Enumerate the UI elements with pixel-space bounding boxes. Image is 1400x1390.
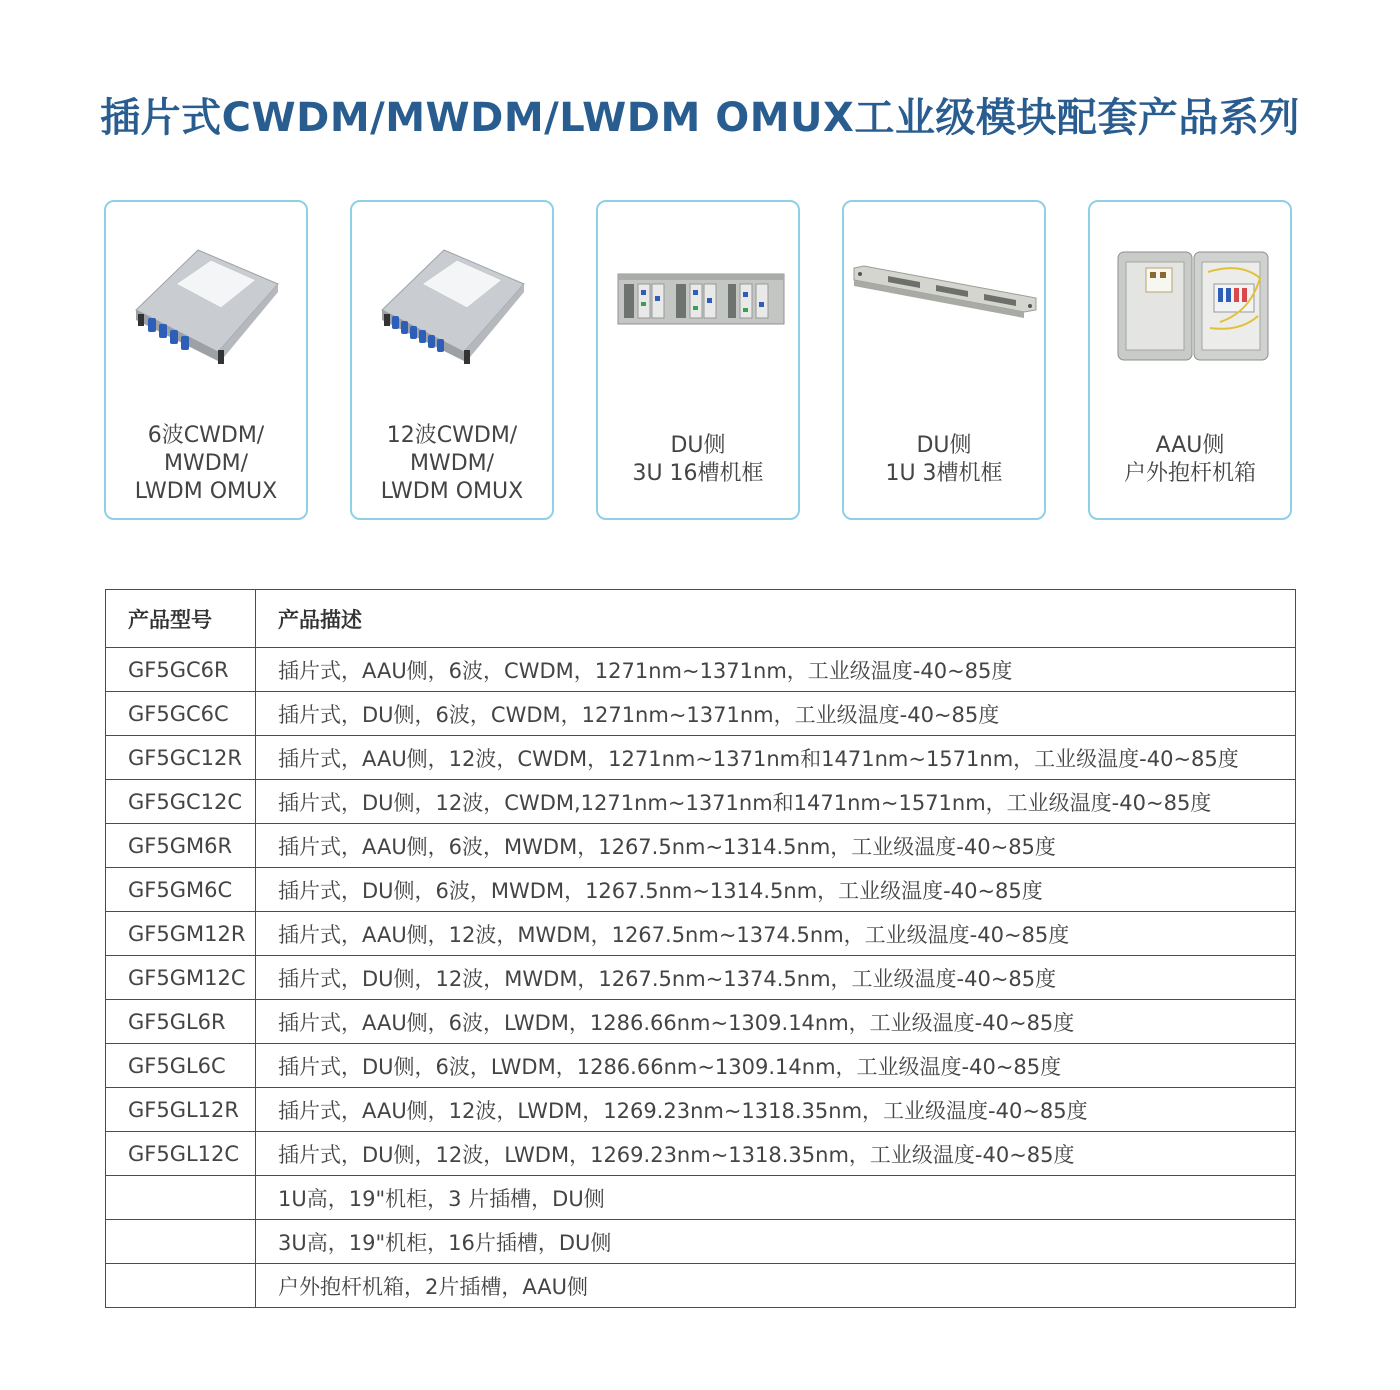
table-row: [106, 956, 1296, 1000]
table-row: [106, 868, 1296, 912]
model-cell: [106, 1176, 256, 1220]
table-row: [106, 1000, 1296, 1044]
page-title: 插片式CWDM/MWDM/LWDM OMUX工业级模块配套产品系列: [100, 95, 1300, 141]
description-cell: 插片式，DU侧，6波，CWDM，1271nm~1371nm，工业级温度-40~85度: [256, 692, 1296, 736]
description-cell: 户外抱杆机箱，2片插槽，AAU侧: [256, 1264, 1296, 1308]
description-cell: 插片式，AAU侧，12波，MWDM，1267.5nm~1374.5nm，工业级温度-40~85度: [256, 912, 1296, 956]
model-cell: GF5GL6C: [106, 1044, 256, 1088]
outdoor-box-image: [1090, 232, 1290, 372]
product-label-line: DU侧: [670, 433, 726, 458]
table-row: [106, 780, 1296, 824]
description-cell: 插片式，DU侧，6波，LWDM，1286.66nm~1309.14nm，工业级温度-40~85度: [256, 1044, 1296, 1088]
product-label-line: 户外抱杆机箱: [1123, 461, 1256, 486]
model-cell: GF5GM12C: [106, 956, 256, 1000]
product-label-line: 3U 16槽机框: [632, 461, 764, 486]
description-cell: 插片式，DU侧，12波，CWDM,1271nm~1371nm和1471nm~1571nm，工业级温度-40~85度: [256, 780, 1296, 824]
table-row: [106, 912, 1296, 956]
product-label-line: DU侧: [916, 433, 972, 458]
product-label-line: 6波CWDM/: [147, 423, 265, 448]
description-cell: 插片式，DU侧，12波，LWDM，1269.23nm~1318.35nm，工业级温度-40~85度: [256, 1132, 1296, 1176]
product-card-6ch-module: [104, 200, 308, 520]
description-cell: 插片式，AAU侧，6波，CWDM，1271nm~1371nm，工业级温度-40~85度: [256, 648, 1296, 692]
product-card-3u-chassis: [596, 200, 800, 520]
table-row: [106, 1264, 1296, 1308]
model-cell: GF5GL12C: [106, 1132, 256, 1176]
description-cell: 插片式，DU侧，12波，MWDM，1267.5nm~1374.5nm，工业级温度-40~85度: [256, 956, 1296, 1000]
description-cell: 插片式，AAU侧，6波，LWDM，1286.66nm~1309.14nm，工业级温度-40~85度: [256, 1000, 1296, 1044]
table-body: [106, 648, 1296, 1308]
model-cell: [106, 1264, 256, 1308]
product-label-line: MWDM/: [163, 451, 249, 476]
plugin-module-6ch-image: [106, 232, 306, 372]
table-row: [106, 1044, 1296, 1088]
description-cell: 插片式，AAU侧，12波，LWDM，1269.23nm~1318.35nm，工业级温度-40~85度: [256, 1088, 1296, 1132]
product-spec-table: [105, 589, 1296, 1308]
description-cell: 3U高，19"机柜，16片插槽，DU侧: [256, 1220, 1296, 1264]
model-cell: GF5GM12R: [106, 912, 256, 956]
table-row: [106, 648, 1296, 692]
plugin-module-12ch-image: [352, 232, 552, 372]
model-cell: GF5GC12C: [106, 780, 256, 824]
description-cell: 插片式，DU侧，6波，MWDM，1267.5nm~1314.5nm，工业级温度-40~85度: [256, 868, 1296, 912]
product-card-1u-chassis: [842, 200, 1046, 520]
table-row: [106, 824, 1296, 868]
table-row: [106, 1088, 1296, 1132]
description-cell: 1U高，19"机柜，3 片插槽，DU侧: [256, 1176, 1296, 1220]
product-label-line: AAU侧: [1155, 433, 1225, 458]
table-row: [106, 1132, 1296, 1176]
table-row: [106, 1220, 1296, 1264]
table-row: [106, 736, 1296, 780]
product-cards: [104, 200, 1296, 524]
product-label-line: 12波CWDM/: [386, 423, 518, 448]
model-cell: [106, 1220, 256, 1264]
chassis-1u-image: [844, 232, 1044, 372]
model-cell: GF5GC6R: [106, 648, 256, 692]
header-model: 产品型号: [106, 590, 256, 648]
model-cell: GF5GC12R: [106, 736, 256, 780]
product-label-line: 1U 3槽机框: [885, 461, 1003, 486]
table-row: [106, 692, 1296, 736]
product-label-line: LWDM OMUX: [134, 479, 278, 504]
model-cell: GF5GC6C: [106, 692, 256, 736]
chassis-3u-image: [598, 232, 798, 372]
table-row: [106, 1176, 1296, 1220]
header-description: 产品描述: [256, 590, 1296, 648]
product-label-line: LWDM OMUX: [380, 479, 524, 504]
model-cell: GF5GM6R: [106, 824, 256, 868]
product-card-outdoor-box: [1088, 200, 1292, 520]
table-header-row: [106, 590, 1296, 648]
description-cell: 插片式，AAU侧，6波，MWDM，1267.5nm~1314.5nm，工业级温度-40~85度: [256, 824, 1296, 868]
model-cell: GF5GL6R: [106, 1000, 256, 1044]
product-card-12ch-module: [350, 200, 554, 520]
description-cell: 插片式，AAU侧，12波，CWDM，1271nm~1371nm和1471nm~1571nm，工业级温度-40~85度: [256, 736, 1296, 780]
model-cell: GF5GL12R: [106, 1088, 256, 1132]
product-label-line: MWDM/: [409, 451, 495, 476]
model-cell: GF5GM6C: [106, 868, 256, 912]
